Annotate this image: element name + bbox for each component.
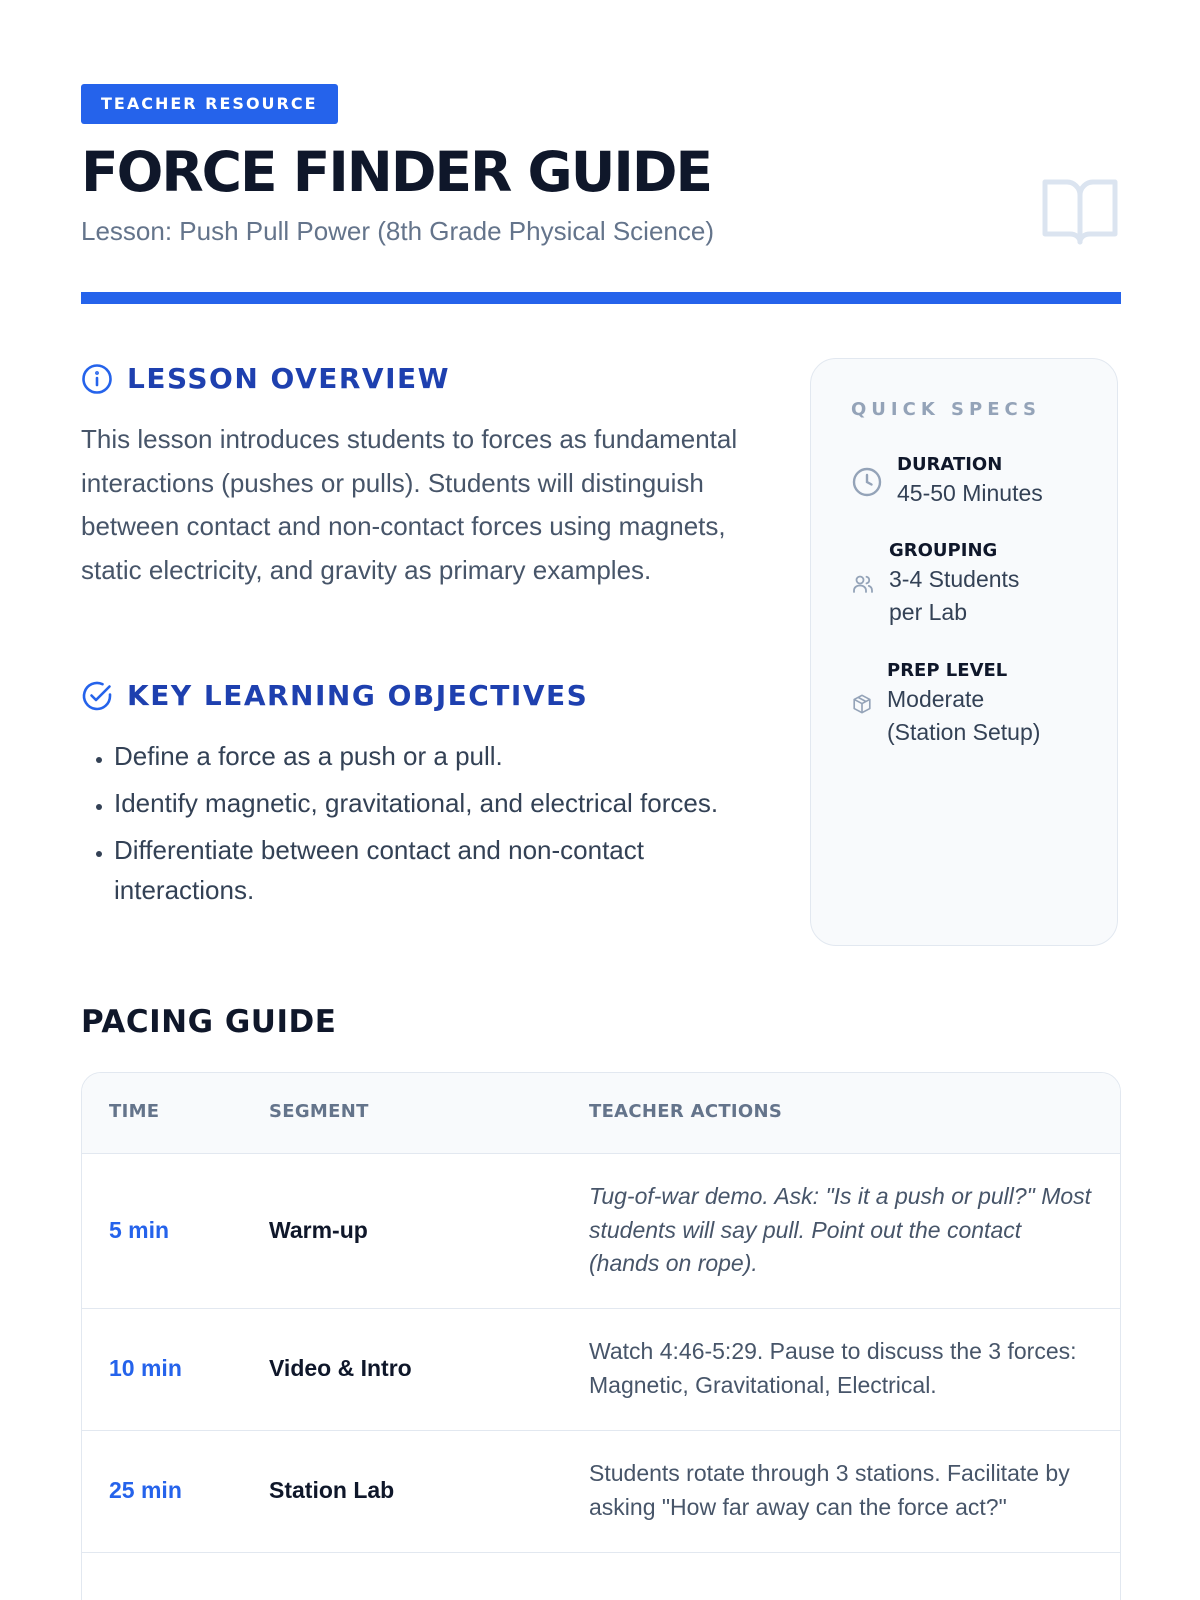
spec-duration: [851, 453, 1043, 510]
lesson-guide-page: [81, 84, 1121, 1520]
objective-item: • Define a force as a push or a pull.: [114, 736, 774, 776]
spec-value: Moderate (Station Setup): [887, 686, 1041, 745]
clock-icon: [851, 466, 883, 498]
objectives-heading-text: KEY LEARNING OBJECTIVES: [127, 679, 589, 712]
objectives-heading: [81, 679, 588, 712]
column-header-actions: TEACHER ACTIONS: [589, 1101, 783, 1122]
box-icon: [851, 693, 873, 715]
objective-item: • Differentiate between contact and non-contact interactions.: [114, 830, 774, 910]
cell-actions: Students rotate through 3 stations. Facilitate by asking "How far away can the force act?": [589, 1460, 1070, 1520]
overview-heading-text: LESSON OVERVIEW: [127, 362, 451, 395]
spec-label: DURATION: [897, 454, 1003, 475]
book-open-icon: [1041, 176, 1119, 250]
check-circle-icon: [81, 680, 113, 712]
users-icon: [851, 572, 875, 596]
spec-label: PREP LEVEL: [887, 660, 1008, 681]
lesson-subtitle: Lesson: Push Pull Power (8th Grade Physical Science): [81, 216, 714, 246]
cell-segment: Video & Intro: [269, 1355, 412, 1381]
column-header-segment: SEGMENT: [269, 1101, 369, 1122]
pacing-heading: PACING GUIDE: [81, 1004, 337, 1040]
page-title: FORCE FINDER GUIDE: [81, 140, 712, 204]
overview-heading: [81, 362, 450, 395]
table-row: [82, 1309, 1120, 1431]
objective-item: • Identify magnetic, gravitational, and electrical forces.: [114, 783, 774, 823]
cell-time: 10 min: [109, 1355, 182, 1381]
cell-segment: Warm-up: [269, 1217, 368, 1243]
spec-value: 45-50 Minutes: [897, 480, 1043, 506]
table-row: [82, 1154, 1120, 1309]
cell-actions: Tug-of-war demo. Ask: "Is it a push or pull?" Most students will say pull. Point out the contact (hands on rope).: [589, 1183, 1092, 1276]
column-header-time: TIME: [109, 1101, 160, 1122]
cell-segment: Station Lab: [269, 1477, 395, 1503]
cell-time: 25 min: [109, 1477, 182, 1503]
spec-prep-level: [851, 659, 1067, 749]
cell-actions: Watch 4:46-5:29. Pause to discuss the 3 forces: Magnetic, Gravitational, Electrical.: [589, 1338, 1077, 1398]
teacher-resource-badge: TEACHER RESOURCE: [81, 84, 338, 124]
overview-text: This lesson introduces students to forces as fundamental interactions (pushes or pulls). Students will distinguish between contact and non-contact forces using magnets, static electricity, and gravity as primary examples.: [81, 424, 738, 585]
objectives-list: [81, 736, 774, 917]
pacing-table: [81, 1072, 1121, 1600]
quick-specs-title: QUICK SPECS: [851, 399, 1041, 420]
cell-time: 5 min: [109, 1217, 170, 1243]
spec-label: GROUPING: [889, 540, 998, 561]
spec-value: 3-4 Students per Lab: [889, 566, 1020, 625]
quick-specs-card: [810, 358, 1118, 946]
table-row: [82, 1431, 1120, 1553]
table-header: [82, 1073, 1120, 1154]
header-divider: [81, 292, 1121, 304]
spec-grouping: [851, 539, 1059, 629]
info-circle-icon: [81, 363, 113, 395]
